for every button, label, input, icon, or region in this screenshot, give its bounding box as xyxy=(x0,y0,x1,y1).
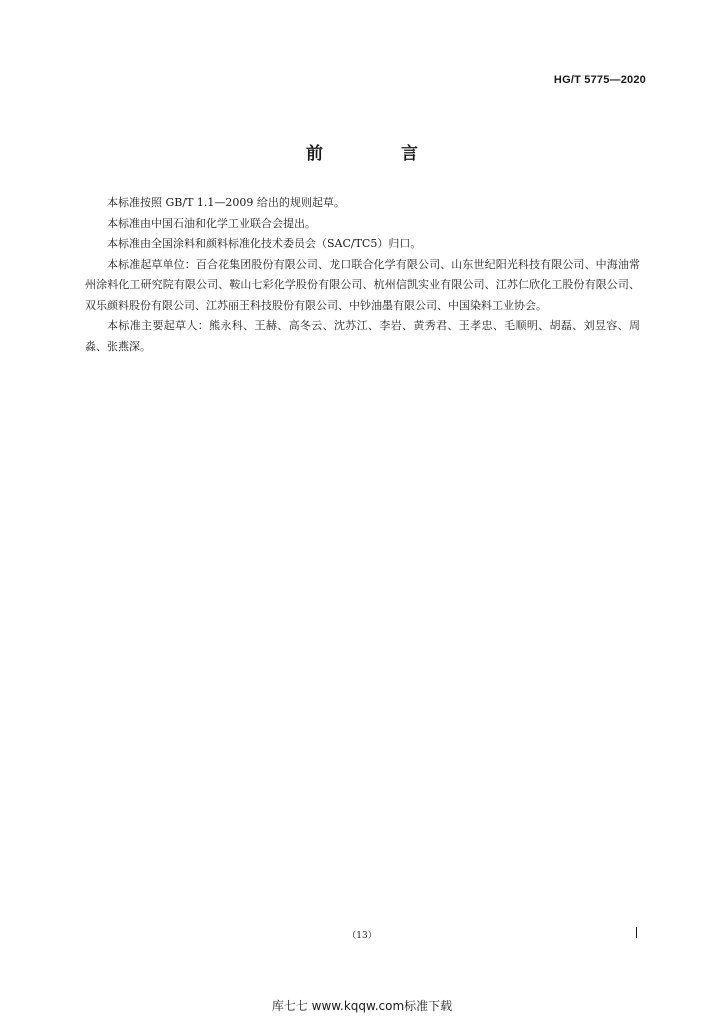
paragraph-centralized-by: 本标准由全国涂料和颜料标准化技术委员会（SAC/TC5）归口。 xyxy=(107,237,422,250)
paragraph-drafting-rules: 本标准按照 GB/T 1.1—2009 给出的规则起草。 xyxy=(107,196,345,209)
paragraph-main-drafters: 本标准主要起草人：熊永科、王赫、高冬云、沈苏江、李岩、黄秀君、王孝忠、毛顺明、胡磊、刘昱容、周淼、张燕深。 xyxy=(85,319,640,353)
foreword-body xyxy=(85,193,640,357)
page-title: 前 言 xyxy=(306,144,454,164)
page-number: （13） xyxy=(347,931,377,941)
standard-code: HG/T 5775—2020 xyxy=(553,74,646,86)
paragraph-drafting-units: 本标准起草单位：百合花集团股份有限公司、龙口联合化学有限公司、山东世纪阳光科技有限公司、中海油常州涂料化工研究院有限公司、鞍山七彩化学股份有限公司、杭州信凯实业有限公司、江苏仁欣化工股份有限公司、双乐颜料股份有限公司、江苏丽王科技股份有限公司、中钞油墨有限公司、中国染料工业协会。 xyxy=(85,257,640,312)
margin-mark xyxy=(636,927,637,938)
paragraph-proposed-by: 本标准由中国石油和化学工业联合会提出。 xyxy=(107,216,316,230)
download-watermark: 库七七 www.kqqw.com标准下载 xyxy=(271,999,453,1013)
